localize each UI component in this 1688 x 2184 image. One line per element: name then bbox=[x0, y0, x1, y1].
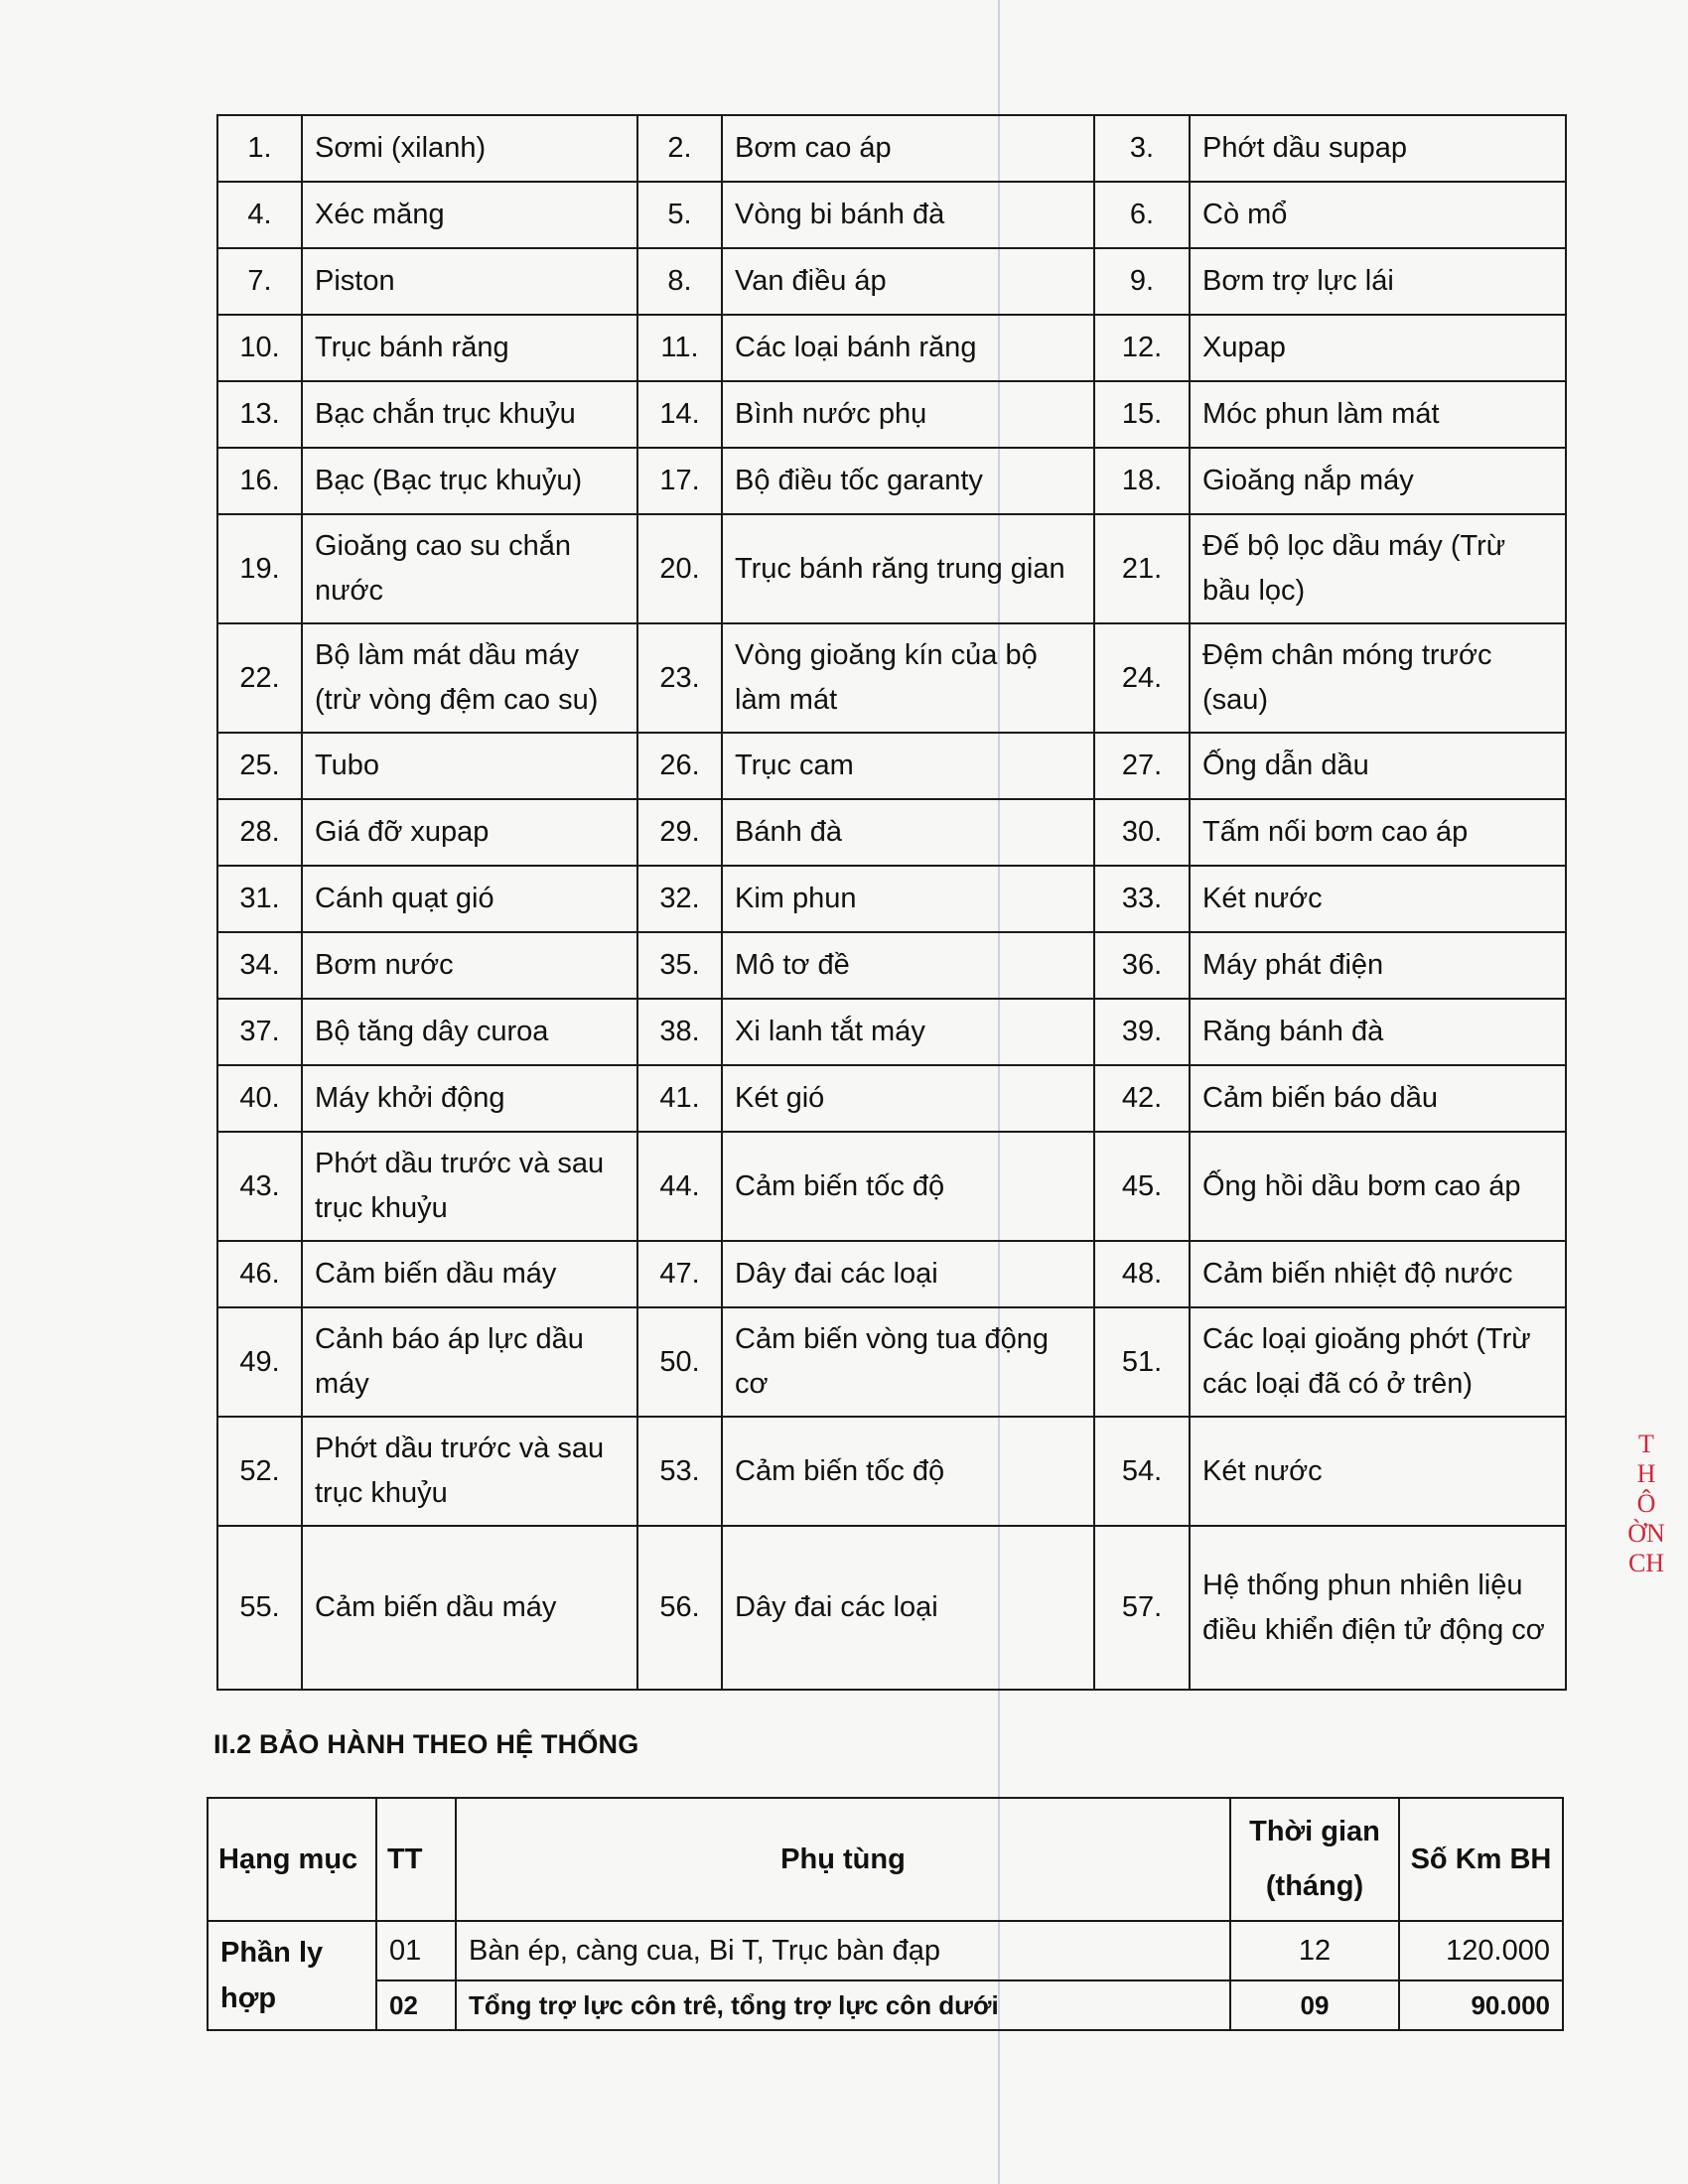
item-number: 12. bbox=[1094, 315, 1190, 381]
item-name: Răng bánh đà bbox=[1190, 999, 1566, 1065]
item-name: Sơmi (xilanh) bbox=[302, 115, 637, 182]
table-row bbox=[208, 1921, 1563, 1980]
item-name: Phớt dầu trước và sau trục khuỷu bbox=[302, 1417, 637, 1526]
item-name: Cò mổ bbox=[1190, 182, 1566, 248]
months-cell: 09 bbox=[1230, 1980, 1399, 2030]
item-number: 45. bbox=[1094, 1132, 1190, 1241]
item-number: 32. bbox=[637, 866, 722, 932]
item-number: 17. bbox=[637, 448, 722, 514]
table-row bbox=[217, 1307, 1566, 1417]
item-number: 57. bbox=[1094, 1526, 1190, 1690]
table-row bbox=[217, 1526, 1566, 1690]
item-number: 25. bbox=[217, 733, 302, 799]
stamp-letter: H bbox=[1636, 1459, 1656, 1488]
item-name: Xi lanh tắt máy bbox=[722, 999, 1094, 1065]
item-number: 46. bbox=[217, 1241, 302, 1307]
table-row bbox=[217, 115, 1566, 182]
category-cell: Phần ly hợp bbox=[208, 1921, 376, 2030]
item-number: 54. bbox=[1094, 1417, 1190, 1526]
item-name: Bạc chắn trục khuỷu bbox=[302, 381, 637, 448]
parts-cell: Tổng trợ lực côn trê, tổng trợ lực côn dưới bbox=[456, 1980, 1230, 2030]
item-number: 50. bbox=[637, 1307, 722, 1417]
item-name: Ống hồi dầu bơm cao áp bbox=[1190, 1132, 1566, 1241]
item-number: 36. bbox=[1094, 932, 1190, 999]
header-parts: Phụ tùng bbox=[456, 1798, 1230, 1921]
item-name: Cảm biến báo dầu bbox=[1190, 1065, 1566, 1132]
header-category: Hạng mục bbox=[208, 1798, 376, 1921]
item-name: Bộ điều tốc garanty bbox=[722, 448, 1094, 514]
item-number: 27. bbox=[1094, 733, 1190, 799]
item-name: Xéc măng bbox=[302, 182, 637, 248]
stamp-letter: CH bbox=[1627, 1549, 1665, 1577]
item-name: Móc phun làm mát bbox=[1190, 381, 1566, 448]
item-name: Bánh đà bbox=[722, 799, 1094, 866]
item-name: Hệ thống phun nhiên liệu điều khiển điện tử động cơ bbox=[1190, 1526, 1566, 1690]
item-number: 22. bbox=[217, 623, 302, 733]
item-name: Cảm biến dầu máy bbox=[302, 1241, 637, 1307]
stamp-letter: Ô bbox=[1636, 1489, 1656, 1518]
item-number: 39. bbox=[1094, 999, 1190, 1065]
table-row bbox=[217, 1241, 1566, 1307]
item-number: 26. bbox=[637, 733, 722, 799]
table-row bbox=[217, 381, 1566, 448]
header-tt: TT bbox=[376, 1798, 456, 1921]
item-number: 47. bbox=[637, 1241, 722, 1307]
item-number: 38. bbox=[637, 999, 722, 1065]
item-number: 3. bbox=[1094, 115, 1190, 182]
table-row bbox=[217, 248, 1566, 315]
item-number: 33. bbox=[1094, 866, 1190, 932]
system-table-header-row bbox=[208, 1798, 1563, 1921]
tt-cell: 01 bbox=[376, 1921, 456, 1980]
item-number: 52. bbox=[217, 1417, 302, 1526]
item-name: Cảnh báo áp lực dầu máy bbox=[302, 1307, 637, 1417]
item-number: 14. bbox=[637, 381, 722, 448]
item-name: Trục bánh răng trung gian bbox=[722, 514, 1094, 623]
item-name: Xupap bbox=[1190, 315, 1566, 381]
red-stamp-fragment bbox=[1617, 1430, 1676, 1717]
item-number: 5. bbox=[637, 182, 722, 248]
item-name: Trục cam bbox=[722, 733, 1094, 799]
item-number: 23. bbox=[637, 623, 722, 733]
item-number: 28. bbox=[217, 799, 302, 866]
warranty-parts-table bbox=[216, 114, 1567, 1691]
item-name: Giá đỡ xupap bbox=[302, 799, 637, 866]
item-number: 30. bbox=[1094, 799, 1190, 866]
item-name: Bạc (Bạc trục khuỷu) bbox=[302, 448, 637, 514]
item-number: 44. bbox=[637, 1132, 722, 1241]
item-number: 51. bbox=[1094, 1307, 1190, 1417]
item-number: 10. bbox=[217, 315, 302, 381]
item-name: Cảm biến tốc độ bbox=[722, 1132, 1094, 1241]
table-row bbox=[217, 1065, 1566, 1132]
system-warranty-table bbox=[207, 1797, 1564, 2031]
table-row bbox=[217, 999, 1566, 1065]
table-row bbox=[217, 448, 1566, 514]
stamp-letter: T bbox=[1638, 1430, 1654, 1458]
header-km: Số Km BH bbox=[1399, 1798, 1563, 1921]
item-name: Gioăng nắp máy bbox=[1190, 448, 1566, 514]
km-cell: 90.000 bbox=[1399, 1980, 1563, 2030]
item-number: 8. bbox=[637, 248, 722, 315]
item-name: Két nước bbox=[1190, 1417, 1566, 1526]
item-name: Cảm biến nhiệt độ nước bbox=[1190, 1241, 1566, 1307]
item-name: Két gió bbox=[722, 1065, 1094, 1132]
table-row bbox=[217, 182, 1566, 248]
table-row bbox=[217, 1132, 1566, 1241]
item-name: Bộ tăng dây curoa bbox=[302, 999, 637, 1065]
item-number: 11. bbox=[637, 315, 722, 381]
item-number: 41. bbox=[637, 1065, 722, 1132]
item-name: Cảm biến tốc độ bbox=[722, 1417, 1094, 1526]
item-number: 53. bbox=[637, 1417, 722, 1526]
item-number: 20. bbox=[637, 514, 722, 623]
table-row bbox=[217, 1417, 1566, 1526]
item-number: 9. bbox=[1094, 248, 1190, 315]
item-number: 2. bbox=[637, 115, 722, 182]
item-number: 48. bbox=[1094, 1241, 1190, 1307]
item-name: Dây đai các loại bbox=[722, 1241, 1094, 1307]
item-name: Máy khởi động bbox=[302, 1065, 637, 1132]
item-name: Bơm trợ lực lái bbox=[1190, 248, 1566, 315]
item-name: Đệm chân móng trước (sau) bbox=[1190, 623, 1566, 733]
table-row bbox=[217, 932, 1566, 999]
parts-cell: Bàn ép, càng cua, Bi T, Trục bàn đạp bbox=[456, 1921, 1230, 1980]
item-number: 18. bbox=[1094, 448, 1190, 514]
item-name: Piston bbox=[302, 248, 637, 315]
item-name: Tubo bbox=[302, 733, 637, 799]
item-number: 40. bbox=[217, 1065, 302, 1132]
section-title: II.2 BẢO HÀNH THEO HỆ THỐNG bbox=[213, 1729, 639, 1759]
tt-cell: 02 bbox=[376, 1980, 456, 2030]
item-name: Dây đai các loại bbox=[722, 1526, 1094, 1690]
item-name: Bơm cao áp bbox=[722, 115, 1094, 182]
table-row bbox=[208, 1980, 1563, 2030]
item-name: Tấm nối bơm cao áp bbox=[1190, 799, 1566, 866]
table-row bbox=[217, 799, 1566, 866]
item-number: 37. bbox=[217, 999, 302, 1065]
table-row bbox=[217, 733, 1566, 799]
stamp-letter: ỜN bbox=[1627, 1519, 1665, 1548]
item-number: 55. bbox=[217, 1526, 302, 1690]
item-name: Két nước bbox=[1190, 866, 1566, 932]
item-name: Kim phun bbox=[722, 866, 1094, 932]
item-number: 6. bbox=[1094, 182, 1190, 248]
item-number: 7. bbox=[217, 248, 302, 315]
item-name: Bình nước phụ bbox=[722, 381, 1094, 448]
item-name: Vòng gioăng kín của bộ làm mát bbox=[722, 623, 1094, 733]
item-number: 49. bbox=[217, 1307, 302, 1417]
item-name: Phớt dầu supap bbox=[1190, 115, 1566, 182]
months-cell: 12 bbox=[1230, 1921, 1399, 1980]
table-row bbox=[217, 623, 1566, 733]
header-months: Thời gian (tháng) bbox=[1230, 1798, 1399, 1921]
item-name: Mô tơ đề bbox=[722, 932, 1094, 999]
item-number: 56. bbox=[637, 1526, 722, 1690]
item-number: 42. bbox=[1094, 1065, 1190, 1132]
item-name: Các loại bánh răng bbox=[722, 315, 1094, 381]
table-row bbox=[217, 514, 1566, 623]
item-name: Ống dẫn dầu bbox=[1190, 733, 1566, 799]
item-name: Cảm biến vòng tua động cơ bbox=[722, 1307, 1094, 1417]
item-name: Các loại gioăng phớt (Trừ các loại đã có ở trên) bbox=[1190, 1307, 1566, 1417]
item-name: Trục bánh răng bbox=[302, 315, 637, 381]
item-number: 24. bbox=[1094, 623, 1190, 733]
item-name: Cảm biến dầu máy bbox=[302, 1526, 637, 1690]
item-number: 29. bbox=[637, 799, 722, 866]
item-number: 16. bbox=[217, 448, 302, 514]
item-number: 21. bbox=[1094, 514, 1190, 623]
item-number: 34. bbox=[217, 932, 302, 999]
item-name: Bộ làm mát dầu máy (trừ vòng đệm cao su) bbox=[302, 623, 637, 733]
item-number: 31. bbox=[217, 866, 302, 932]
item-number: 35. bbox=[637, 932, 722, 999]
item-name: Cánh quạt gió bbox=[302, 866, 637, 932]
item-number: 4. bbox=[217, 182, 302, 248]
item-number: 43. bbox=[217, 1132, 302, 1241]
item-name: Phớt dầu trước và sau trục khuỷu bbox=[302, 1132, 637, 1241]
item-number: 15. bbox=[1094, 381, 1190, 448]
table-row bbox=[217, 315, 1566, 381]
table-row bbox=[217, 866, 1566, 932]
item-name: Vòng bi bánh đà bbox=[722, 182, 1094, 248]
item-name: Van điều áp bbox=[722, 248, 1094, 315]
item-name: Đế bộ lọc dầu máy (Trừ bầu lọc) bbox=[1190, 514, 1566, 623]
item-number: 19. bbox=[217, 514, 302, 623]
item-number: 1. bbox=[217, 115, 302, 182]
item-name: Máy phát điện bbox=[1190, 932, 1566, 999]
item-number: 13. bbox=[217, 381, 302, 448]
item-name: Gioăng cao su chắn nước bbox=[302, 514, 637, 623]
item-name: Bơm nước bbox=[302, 932, 637, 999]
km-cell: 120.000 bbox=[1399, 1921, 1563, 1980]
